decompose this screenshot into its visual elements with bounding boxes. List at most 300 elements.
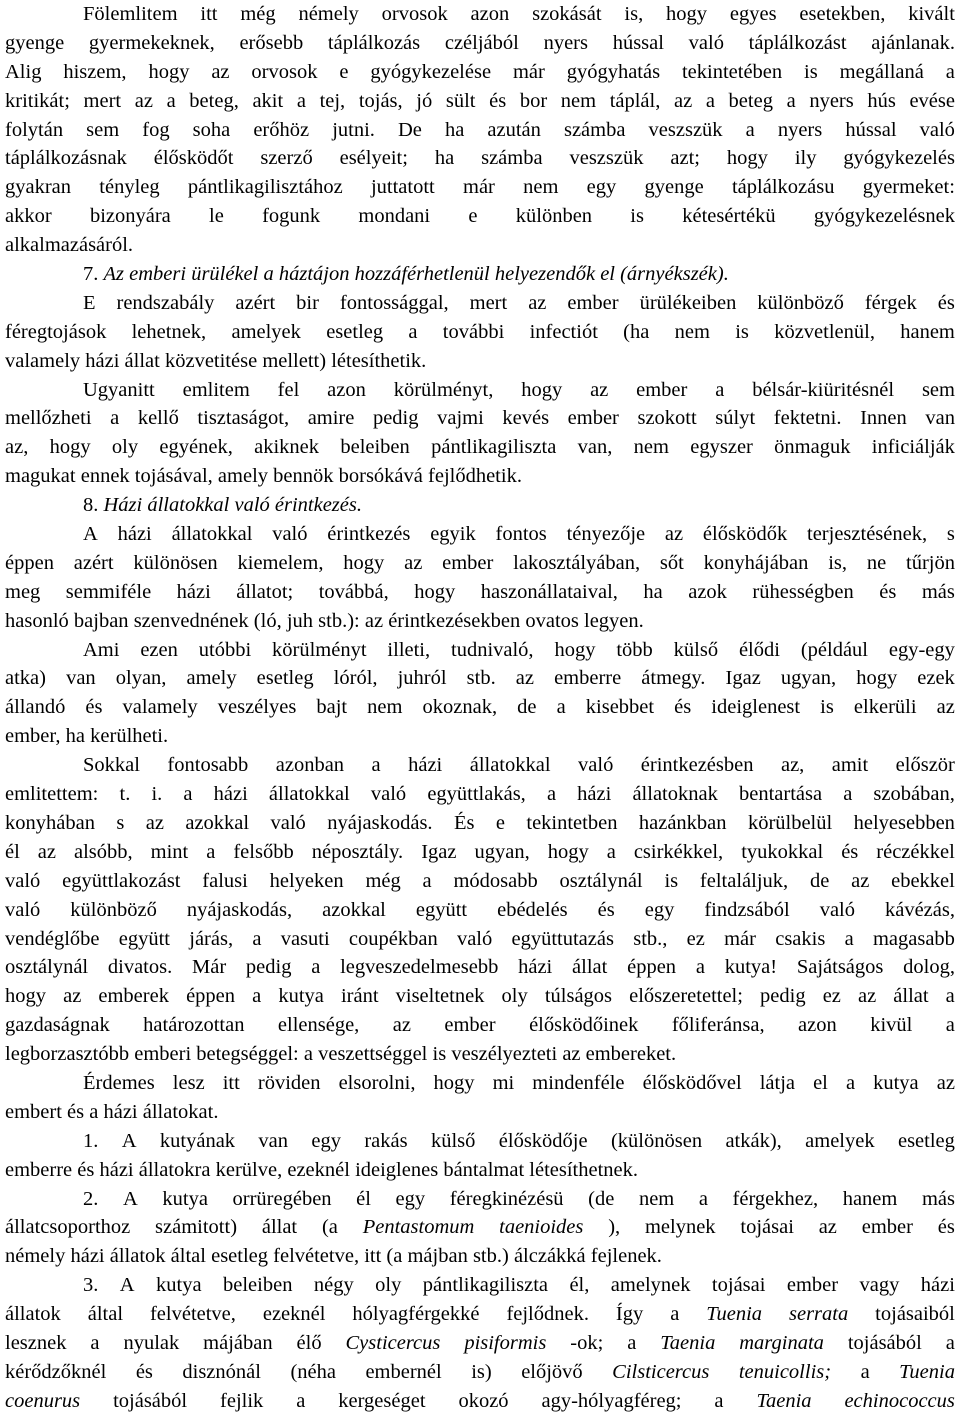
word: élősködője — [498, 1129, 588, 1152]
word: infectiót — [529, 320, 598, 343]
word: a — [252, 927, 262, 950]
word: agy-hólyagféreg; — [541, 1389, 682, 1412]
word: körülbelül — [747, 811, 833, 834]
word: Házi — [103, 494, 143, 517]
word: juttatott — [370, 176, 435, 199]
word: e — [339, 60, 349, 83]
word: juh — [286, 609, 314, 632]
word: felsőbb — [233, 840, 294, 863]
word: stb., — [633, 927, 668, 950]
word: hanem — [900, 320, 955, 343]
word: esetekben, — [799, 3, 886, 25]
word: illeti, — [387, 638, 431, 661]
word: kivül — [870, 1014, 913, 1037]
word: rühességben — [752, 580, 854, 603]
word: ez — [822, 985, 841, 1008]
word: továbbá, — [318, 580, 389, 603]
word: pisiformis — [464, 1331, 547, 1354]
word: nyulak — [123, 1331, 180, 1354]
word: iránt — [340, 985, 379, 1008]
word: fontosabb — [167, 754, 249, 777]
word: amely — [186, 667, 237, 690]
word: az — [211, 60, 230, 83]
text-line — [5, 1300, 955, 1329]
word: lakosztályában, — [513, 551, 641, 574]
word: a — [715, 378, 725, 401]
word: egyszer — [690, 436, 753, 459]
word: előjövő — [521, 1360, 583, 1383]
word: nyers — [809, 89, 854, 112]
text-line — [5, 607, 955, 636]
word: ezen — [140, 638, 178, 661]
word: mint — [150, 840, 189, 863]
word: kutya! — [724, 956, 778, 979]
word: haszonállataival, — [480, 580, 618, 603]
word: ember — [444, 1014, 496, 1037]
word: való — [919, 118, 955, 141]
word: is — [432, 1043, 447, 1066]
word: egyes — [729, 3, 777, 25]
word: beleiben — [223, 1274, 293, 1297]
word: a — [606, 840, 616, 863]
word: élősködőt — [153, 147, 234, 170]
word: oly — [375, 1274, 402, 1297]
word: azokkal — [322, 898, 386, 921]
word: szenvednének — [133, 609, 249, 632]
word: férgekhez, — [732, 1187, 819, 1210]
word: itt — [200, 3, 218, 25]
word: állatokkal — [469, 754, 551, 777]
word: ha — [434, 147, 455, 170]
word: házi — [408, 754, 443, 777]
word: együtt — [415, 898, 468, 921]
word: érintkezésben — [640, 754, 754, 777]
text-line — [5, 1329, 955, 1358]
word: álczákká — [513, 1245, 586, 1268]
word: Tuenia — [706, 1303, 763, 1326]
text-line — [5, 693, 955, 722]
word: közvetlenül, — [774, 320, 875, 343]
word: a — [786, 89, 796, 112]
word: amelynek — [610, 1274, 691, 1297]
word: és — [937, 291, 955, 314]
word: a — [371, 754, 381, 777]
word: erősebb — [239, 31, 304, 54]
text-line — [5, 1271, 955, 1300]
word: ugyan, — [780, 667, 837, 690]
word: még — [240, 3, 276, 25]
word: hogy — [547, 840, 589, 863]
word: állatoknak — [632, 783, 718, 806]
text-line — [5, 318, 955, 347]
word: házi — [103, 1100, 138, 1123]
text-line — [5, 1069, 955, 1098]
word: gyermeket: — [862, 176, 955, 199]
word: élősködőinek — [529, 1014, 639, 1037]
word: emberre — [5, 1158, 73, 1181]
word: ember, — [5, 725, 61, 748]
text-line — [5, 751, 955, 780]
word: az — [818, 1216, 837, 1239]
word: de — [517, 696, 537, 719]
word: nem — [638, 1187, 675, 1210]
word: által — [87, 1303, 124, 1326]
word: érintkezés. — [274, 494, 362, 517]
text-line — [5, 1040, 955, 1069]
word: veszélyezteti — [451, 1043, 558, 1066]
word: néposztály. — [311, 840, 404, 863]
word: (a — [321, 1216, 338, 1239]
text-line — [5, 1127, 955, 1156]
text-line — [5, 260, 955, 289]
word: kritikát; — [5, 89, 70, 112]
word: a — [311, 956, 321, 979]
word: jutni. — [332, 118, 375, 141]
word: tekintetben — [526, 811, 618, 834]
word: legveszedelmesebb — [340, 956, 499, 979]
word: kisebbet — [585, 696, 655, 719]
word: az — [145, 811, 164, 834]
word: önmaguk — [774, 436, 851, 459]
word: ember — [567, 291, 619, 314]
text-line — [5, 58, 955, 87]
word: különösen — [133, 551, 218, 574]
word: emberek — [98, 985, 169, 1008]
word: tojásából — [113, 1389, 188, 1412]
word: A — [122, 1187, 138, 1210]
word: betegséggel: — [196, 1043, 299, 1066]
text-line — [5, 520, 955, 549]
word: nem — [523, 176, 559, 199]
word: a — [556, 696, 566, 719]
word: viseltetnek — [395, 985, 485, 1008]
word: való — [5, 898, 41, 921]
word: él — [5, 840, 20, 863]
word: Sajátságos — [796, 956, 884, 979]
word: esetleg — [256, 667, 314, 690]
word: átmegy. — [641, 667, 706, 690]
word: élősködővel — [642, 1071, 742, 1094]
word: ezek — [917, 667, 955, 690]
word: fel — [277, 378, 300, 401]
word: nyájaskodás, — [186, 898, 293, 921]
word: Fölemlitem — [83, 3, 178, 25]
word: való — [456, 927, 493, 950]
word: lóról, — [333, 667, 378, 690]
word: egy — [311, 1129, 341, 1152]
word: először — [895, 754, 955, 777]
word: hússal — [845, 118, 897, 141]
word: az, — [780, 754, 805, 777]
word: az — [664, 523, 684, 546]
word: tisztaságot, — [197, 407, 290, 430]
word: gyenge — [644, 176, 704, 199]
word: tényleg — [99, 176, 160, 199]
word: bor — [519, 89, 548, 112]
word: tojásából — [847, 1331, 922, 1354]
word: házi — [577, 783, 612, 806]
word: ember — [567, 407, 619, 430]
word: állatokkal — [268, 783, 350, 806]
word: borsókává — [338, 465, 423, 488]
text-line — [5, 925, 955, 954]
word: ellensége, — [277, 1014, 360, 1037]
word: való — [270, 811, 306, 834]
word: pedig — [760, 985, 806, 1008]
word: házi — [85, 349, 120, 372]
word: egy — [644, 898, 675, 921]
text-line — [5, 404, 955, 433]
word: kávézás, — [884, 898, 955, 921]
word: élődi — [738, 638, 780, 661]
word: hogy — [856, 667, 898, 690]
word: kutya — [162, 1187, 208, 1210]
word: a — [252, 985, 262, 1008]
word: emberi — [129, 263, 187, 286]
word: embernél — [365, 1360, 442, 1383]
word: ember — [786, 1274, 839, 1297]
word: falusi — [202, 869, 248, 892]
text-line — [5, 1098, 955, 1127]
word: való — [5, 869, 41, 892]
word: külső — [430, 1129, 476, 1152]
word: számitott) — [155, 1216, 238, 1239]
word: akiknek — [254, 436, 320, 459]
word: a — [698, 1187, 708, 1210]
word: (a — [386, 1245, 403, 1268]
word: vagy — [859, 1274, 900, 1297]
word: azért — [235, 291, 276, 314]
word: beteg — [728, 89, 773, 112]
word: bántalmat — [443, 1158, 525, 1181]
word: jó — [416, 89, 433, 112]
word: embert — [5, 1100, 62, 1123]
word: és — [597, 898, 615, 921]
word: röviden — [257, 1071, 321, 1094]
text-line — [5, 87, 955, 116]
word: melynek — [644, 1216, 716, 1239]
word: fontossággal, — [339, 291, 449, 314]
word: táplálkozást — [748, 31, 847, 54]
word: további — [442, 320, 505, 343]
word: el — [600, 263, 615, 286]
word: állatok — [109, 1245, 166, 1268]
word: házi — [176, 580, 211, 603]
word: atka) — [5, 667, 46, 690]
word: hogy — [726, 147, 768, 170]
word: (de — [588, 1187, 615, 1210]
word: valamely — [5, 349, 81, 372]
word: azon — [327, 378, 366, 401]
word: semmiféle — [65, 580, 152, 603]
word: is, — [624, 3, 644, 25]
word: és — [674, 696, 692, 719]
word: helyesebben — [853, 811, 955, 834]
word: taenioides — [499, 1216, 584, 1239]
word: ember — [442, 551, 494, 574]
word: Pentastomum — [362, 1216, 475, 1239]
word: májban — [407, 1245, 468, 1268]
word: házi — [70, 1245, 105, 1268]
word: mindenféle — [532, 1071, 625, 1094]
word: azonban — [275, 754, 345, 777]
word: magukat — [5, 465, 76, 488]
word: éppen — [5, 551, 54, 574]
word: állat — [572, 956, 608, 979]
word: t. — [119, 783, 131, 806]
word: feltaláljuk, — [699, 869, 789, 892]
word: a — [845, 1071, 856, 1094]
word: coenurus — [5, 1389, 81, 1412]
word: külső — [673, 638, 719, 661]
word: létesíthetik. — [331, 349, 427, 372]
word: marginata — [739, 1331, 824, 1354]
word: Cilsticercus — [612, 1360, 710, 1383]
word: oly — [111, 436, 139, 459]
word: ember — [636, 378, 688, 401]
word: az — [936, 696, 955, 719]
text-line — [5, 0, 955, 29]
word: számba — [563, 118, 626, 141]
text-line — [5, 578, 955, 607]
word: s — [116, 811, 125, 834]
word: fejlenek. — [590, 1245, 662, 1268]
word: amire — [307, 407, 355, 430]
word: fogunk — [262, 205, 321, 228]
word: 1. — [83, 1129, 99, 1152]
word: pántlikagilisztához — [187, 176, 343, 199]
word: Igaz — [725, 667, 761, 690]
word: legyen. — [584, 609, 644, 632]
word: sült — [445, 89, 476, 112]
word: amely — [217, 465, 269, 488]
word: táplálkozásu — [731, 176, 835, 199]
word: ajánlanak. — [871, 31, 955, 54]
word: ha — [444, 118, 465, 141]
word: mert — [83, 89, 122, 112]
word: Érdemes — [83, 1071, 155, 1094]
word: tyukokkal — [741, 840, 824, 863]
word: A — [119, 1274, 135, 1297]
word: rendszabály — [116, 291, 215, 314]
word: olyan, — [115, 667, 167, 690]
word: utóbbi — [198, 638, 252, 661]
word: emlitettem: — [5, 783, 99, 806]
word: Taenia — [660, 1331, 716, 1354]
word: pántlikagiliszta — [422, 1274, 549, 1297]
word: fejlődnek. — [506, 1303, 589, 1326]
word: findzsából — [704, 898, 790, 921]
word: állat — [261, 1216, 298, 1239]
word: orrüregében — [232, 1187, 332, 1210]
word: Taenia — [756, 1389, 812, 1412]
word: élősködők — [702, 523, 788, 546]
word: felvétetve, — [273, 1245, 360, 1268]
word: ezeknél — [287, 1158, 350, 1181]
text-line — [5, 1011, 955, 1040]
word: a — [627, 1331, 637, 1354]
word: fektetni. — [773, 407, 842, 430]
word: házi — [117, 523, 152, 546]
word: előszeretettel; — [629, 985, 743, 1008]
word: gyógykezelés — [843, 147, 955, 170]
word: konyhájában — [703, 551, 809, 574]
word: (ha — [623, 320, 650, 343]
word: bizonyára — [89, 205, 171, 228]
word: akit — [252, 89, 284, 112]
word: házi — [213, 783, 248, 806]
word: ha — [643, 580, 663, 603]
word: amelyek — [805, 1129, 875, 1152]
word: állatot; — [236, 580, 294, 603]
word: és — [841, 840, 859, 863]
word: kétesértékü — [682, 205, 776, 228]
word: ezeknél — [262, 1303, 326, 1326]
word: ebekkel — [891, 869, 955, 892]
word: bir — [296, 291, 319, 314]
word: De — [397, 118, 422, 141]
word: És — [453, 811, 475, 834]
word: állatokat. — [142, 1100, 219, 1123]
word: állat — [893, 985, 929, 1008]
text-line — [5, 347, 955, 376]
word: gyakran — [5, 176, 72, 199]
text-line — [5, 549, 955, 578]
word: hogy — [433, 1071, 475, 1094]
word: módosabb — [453, 869, 538, 892]
word: a — [695, 956, 705, 979]
word: féregkinézésü — [449, 1187, 564, 1210]
word: egyének, — [159, 436, 233, 459]
word: stb. — [466, 667, 496, 690]
text-line — [5, 289, 955, 318]
word: ennek — [80, 465, 130, 488]
word: alkalmazásáról. — [5, 234, 134, 257]
word: is — [664, 869, 679, 892]
word: szerző — [260, 147, 313, 170]
word: van — [66, 667, 96, 690]
word: coupékban — [348, 927, 438, 950]
word: kutya — [156, 1274, 202, 1297]
word: Az — [103, 263, 124, 286]
word: Ami — [83, 638, 120, 661]
word: van — [258, 1129, 289, 1152]
word: némely — [5, 1245, 66, 1268]
word: fejlik — [220, 1389, 264, 1412]
word: táplálkozás — [327, 31, 421, 54]
word: az — [590, 378, 609, 401]
word: disznónál — [182, 1360, 261, 1383]
word: A — [83, 523, 98, 546]
word: szokását — [532, 3, 602, 25]
word: különböző — [70, 898, 157, 921]
word: tej, — [319, 89, 346, 112]
word: helyeken — [269, 869, 344, 892]
word: nem — [560, 89, 597, 112]
word: veszszük — [648, 118, 723, 141]
word: veszettséggel — [318, 1043, 428, 1066]
word: fontos — [495, 523, 547, 546]
word: a — [89, 1100, 99, 1123]
word: táplál, — [609, 89, 661, 112]
word: a — [183, 783, 193, 806]
word: egy — [586, 176, 617, 199]
word: azok — [688, 580, 727, 603]
word: kutyának — [159, 1129, 236, 1152]
word: állat — [124, 349, 160, 372]
word: a — [843, 783, 853, 806]
word: magasabb — [872, 927, 955, 950]
